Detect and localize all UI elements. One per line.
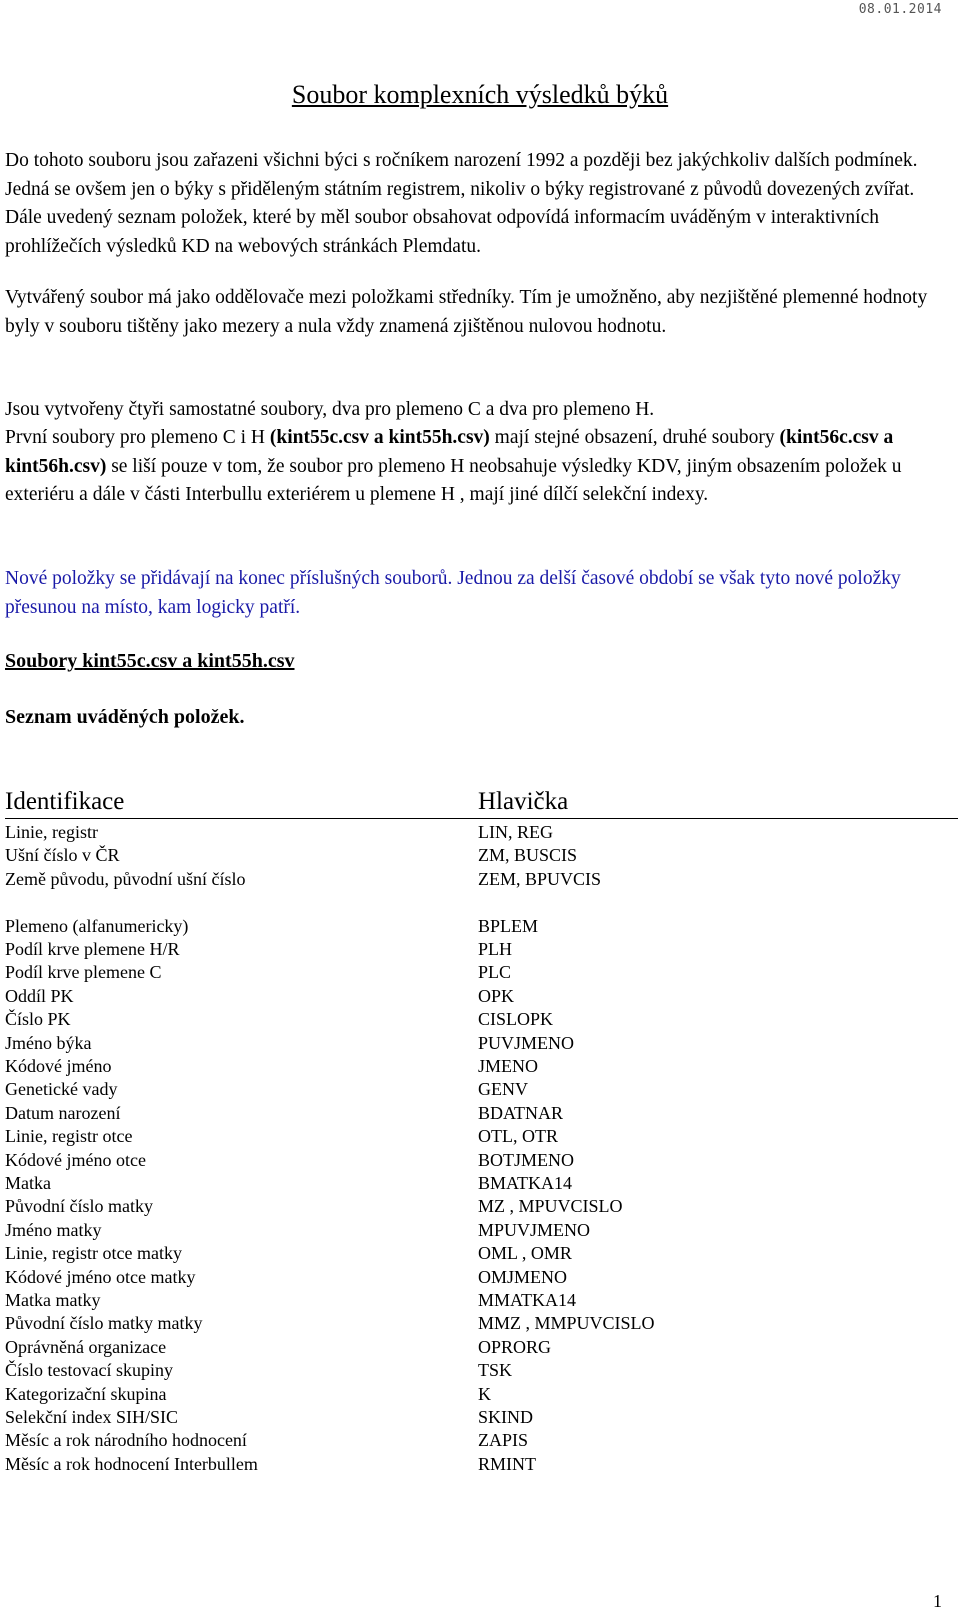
item-label: Původní číslo matky <box>5 1196 153 1217</box>
item-code: MPUVJMENO <box>478 1219 591 1240</box>
item-label: Kódové jméno otce <box>5 1149 146 1170</box>
item-label: Měsíc a rok hodnocení Interbullem <box>5 1453 258 1474</box>
table-row <box>0 1337 960 1361</box>
item-label: Země původu, původní ušní číslo <box>5 868 246 889</box>
files-text-e: se liší pouze v tom, že soubor pro plemeno H neobsahuje výsledky KDV, jiným obsazením položek u exteriéru a dále v části Interbullu exteriérem u plemene H , mají jiné dílčí selekční indexy. <box>5 455 902 505</box>
item-code: PLC <box>478 962 512 983</box>
item-code: GENV <box>478 1079 528 1100</box>
files-paragraph-2 <box>5 424 940 510</box>
item-label: Původní číslo matky matky <box>5 1313 203 1334</box>
item-code: ZEM, BPUVCIS <box>478 868 602 889</box>
item-label: Oddíl PK <box>5 985 74 1006</box>
item-code: CISLOPK <box>478 1009 554 1030</box>
item-code: SKIND <box>478 1407 534 1427</box>
intro-paragraph: Do tohoto souboru jsou zařazeni všichni býci s ročníkem narození 1992 a později bez jakýchkoliv dalších podmínek. Jedná se ovšem jen o býky s přiděleným státním registrem, nikoliv o býky registrované z původů dovezených zvířat. Dále uvedený seznam položek, které by měl soubor obsahovat odpovídá informacím uváděným v interaktivních prohlížečích výsledků KD na webových stránkách Plemdatu. <box>5 150 918 257</box>
new-items-note: Nové položky se přidávají na konec příslušných souborů. Jednou za delší časové období se však tyto nové položky přesunou na místo, kam logicky patří. <box>5 568 901 618</box>
table-row <box>0 1033 960 1057</box>
table-row <box>0 1454 960 1478</box>
item-label: Linie, registr otce <box>5 1126 133 1147</box>
table-row <box>0 1196 960 1220</box>
item-code: OMJMENO <box>478 1266 568 1287</box>
table-row <box>0 822 960 846</box>
item-label: Jméno býka <box>5 1032 92 1053</box>
column-header-identifikace: Identifikace <box>5 788 125 815</box>
header-rule <box>5 818 958 819</box>
column-header-hlavicka: Hlavička <box>478 788 569 815</box>
item-label: Kódové jméno <box>5 1056 112 1076</box>
table-row <box>0 1009 960 1033</box>
item-code: MZ , MPUVCISLO <box>478 1196 623 1217</box>
section-title: Soubory kint55c.csv a kint55h.csv <box>5 650 295 672</box>
item-label: Měsíc a rok národního hodnocení <box>5 1430 247 1451</box>
item-label: Jméno matky <box>5 1219 102 1240</box>
item-code: TSK <box>478 1360 513 1381</box>
table-row <box>0 1360 960 1384</box>
table-row <box>0 962 960 986</box>
document-title: Soubor komplexních výsledků býků <box>291 80 669 109</box>
table-row <box>0 1290 960 1314</box>
table-row <box>0 939 960 963</box>
table-row <box>0 986 960 1010</box>
item-label: Linie, registr otce matky <box>5 1243 182 1264</box>
item-label: Linie, registr <box>5 822 98 842</box>
item-label: Číslo testovací skupiny <box>5 1360 173 1381</box>
item-code: PLH <box>478 939 513 959</box>
item-code: K <box>478 1383 491 1404</box>
item-code: PUVJMENO <box>478 1032 575 1053</box>
table-row <box>0 1103 960 1127</box>
page-number: 1 <box>933 1591 942 1611</box>
item-code: LIN, REG <box>478 822 553 842</box>
item-label: Podíl krve plemene H/R <box>5 939 180 959</box>
item-code: OML , OMR <box>478 1243 572 1264</box>
item-label: Datum narození <box>5 1102 121 1123</box>
item-code: BMATKA14 <box>478 1173 573 1193</box>
item-code: BOTJMENO <box>478 1149 575 1170</box>
item-label: Plemeno (alfanumericky) <box>5 915 189 936</box>
files-bold-a: (kint55c.csv a kint55h.csv) <box>269 427 490 448</box>
files-paragraph-1: Jsou vytvořeny čtyři samostatné soubory, dva pro plemeno C a dva pro plemeno H. <box>5 399 655 420</box>
item-label: Podíl krve plemene C <box>5 962 162 983</box>
table-row <box>0 916 960 940</box>
item-code: ZM, BUSCIS <box>478 845 578 866</box>
item-label: Číslo PK <box>5 1009 71 1030</box>
files-bold-b: (kint56c.csv a kint56h.csv) <box>5 427 894 477</box>
table-row <box>0 1220 960 1244</box>
table-row <box>0 1243 960 1267</box>
table-row <box>0 1079 960 1103</box>
separator-paragraph: Vytvářený soubor má jako oddělovače mezi položkami středníky. Tím je umožněno, aby nezjištěné plemenné hodnoty byly v souboru tištěny jako mezery a nula vždy znamená zjištěnou nulovou hodnotu. <box>5 287 928 337</box>
item-code: OPK <box>478 985 515 1006</box>
item-code: MMATKA14 <box>478 1290 577 1310</box>
item-code: OTL, OTR <box>478 1126 558 1147</box>
item-code: ZAPIS <box>478 1430 529 1451</box>
item-code: MMZ , MMPUVCISLO <box>478 1313 655 1334</box>
item-label: Kódové jméno otce matky <box>5 1266 196 1287</box>
item-code: BPLEM <box>478 915 539 936</box>
item-label: Ušní číslo v ČR <box>5 845 120 866</box>
table-row <box>0 1056 960 1080</box>
table-row <box>0 1407 960 1431</box>
table-row <box>0 1150 960 1174</box>
table-row <box>0 845 960 869</box>
item-label: Matka <box>5 1173 51 1193</box>
table-row <box>0 1173 960 1197</box>
table-row <box>0 1313 960 1337</box>
list-title: Seznam uváděných položek. <box>5 706 245 728</box>
item-label: Matka matky <box>5 1290 101 1310</box>
table-row <box>0 1267 960 1291</box>
print-date: 08.01.2014 <box>858 2 942 17</box>
item-label: Genetické vady <box>5 1079 118 1100</box>
item-code: BDATNAR <box>478 1102 564 1123</box>
table-row <box>0 1126 960 1150</box>
item-label: Kategorizační skupina <box>5 1383 167 1404</box>
table-row <box>0 1430 960 1454</box>
item-code: RMINT <box>478 1453 536 1474</box>
files-text-a: První soubory pro plemeno C i H <box>5 427 270 448</box>
files-text-c: mají stejné obsazení, druhé soubory <box>489 427 780 448</box>
item-code: OPRORG <box>478 1336 552 1357</box>
item-label: Oprávněná organizace <box>5 1336 167 1357</box>
table-row <box>0 869 960 893</box>
table-row <box>0 1384 960 1408</box>
item-label: Selekční index SIH/SIC <box>5 1407 178 1427</box>
item-code: JMENO <box>478 1056 539 1076</box>
